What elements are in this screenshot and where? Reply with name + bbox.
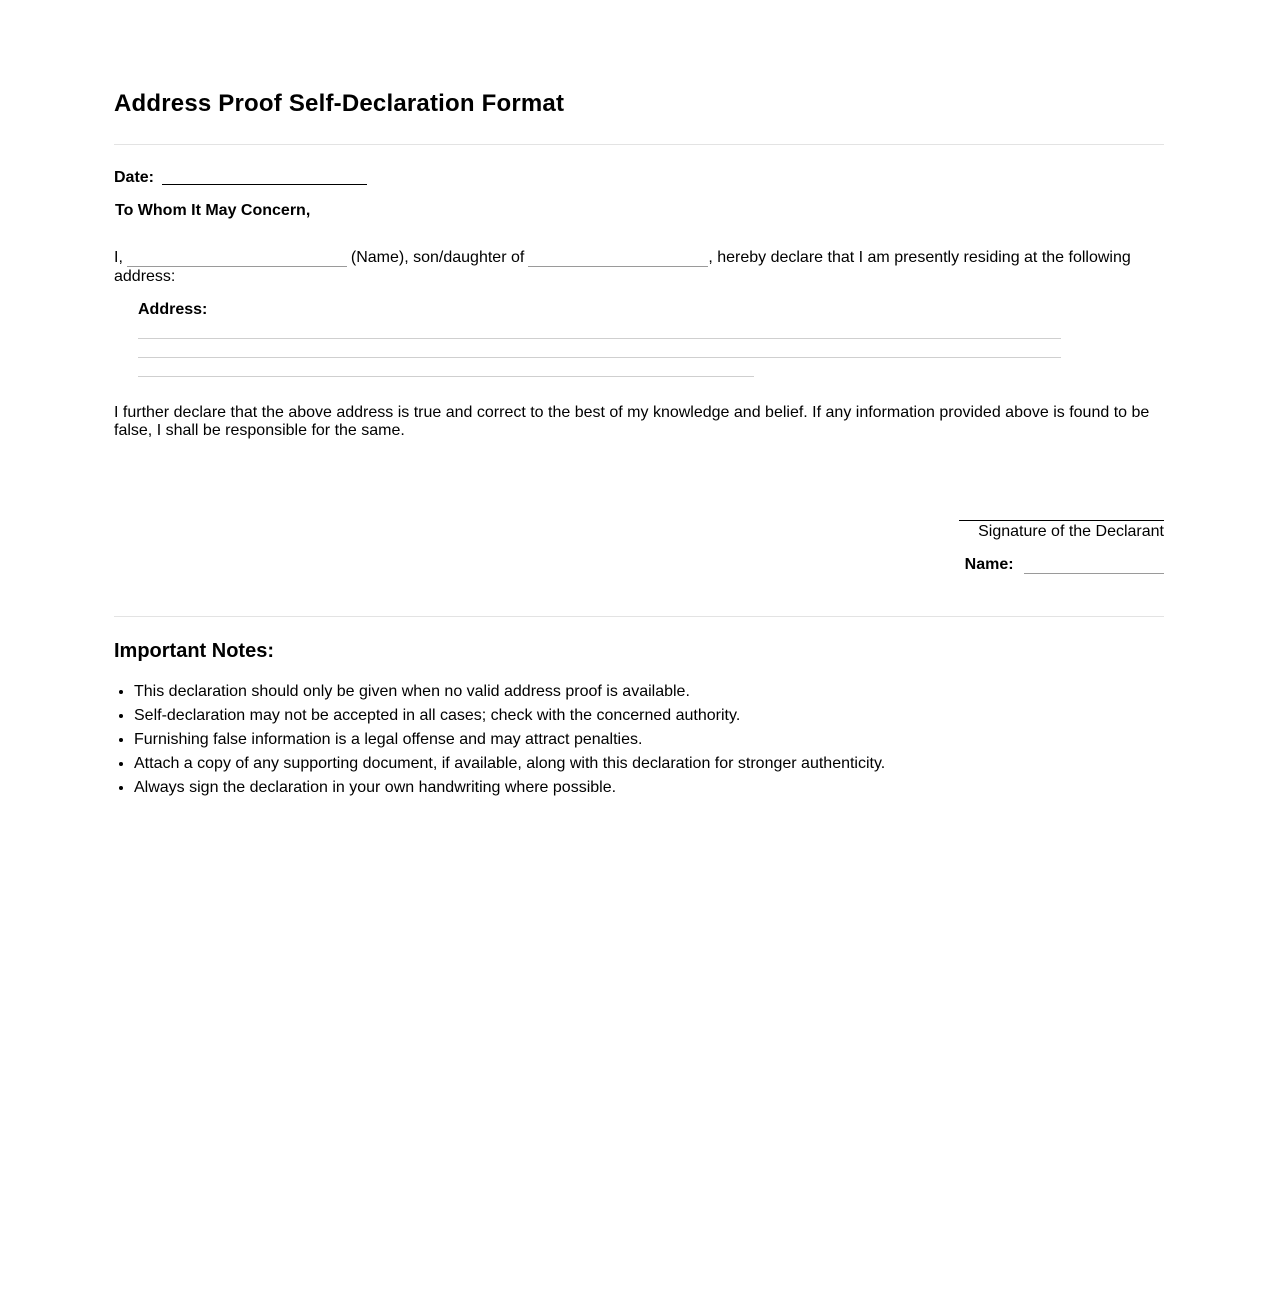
- address-line-2-field[interactable]: [138, 357, 1061, 358]
- declarant-name-blank-field[interactable]: [127, 252, 347, 267]
- document-title: Address Proof Self-Declaration Format: [114, 90, 565, 117]
- further-declaration-paragraph: I further declare that the above address is true and correct to the best of my knowledge and belief. If any information provided above is found to be false, I shall be responsible for the same.: [114, 404, 1150, 439]
- date-row: [114, 168, 367, 187]
- declaration-prefix: I,: [114, 249, 123, 266]
- address-line-1-field[interactable]: [138, 338, 1061, 339]
- signature-line[interactable]: [959, 520, 1164, 521]
- notes-divider: [114, 616, 1164, 617]
- date-label: Date:: [114, 169, 155, 186]
- parent-name-blank-field[interactable]: [528, 252, 708, 267]
- list-item: • Furnishing false information is a legal offense and may attract penalties.: [134, 728, 885, 752]
- signature-caption: Signature of the Declarant: [978, 523, 1164, 540]
- name-label: Name:: [964, 556, 1014, 573]
- declaration-paragraph: [114, 248, 1164, 286]
- declaration-suffix: , hereby declare that I am presently residing at the following address:: [114, 249, 1131, 285]
- address-line-3-field[interactable]: [138, 376, 754, 377]
- notes-heading: Important Notes:: [114, 640, 274, 662]
- declaration-name-hint: (Name), son/daughter of: [350, 249, 525, 266]
- list-item: • Always sign the declaration in your own handwriting where possible.: [134, 776, 885, 800]
- signatory-name-row: [965, 556, 1164, 574]
- title-divider: [114, 144, 1164, 145]
- notes-list: [114, 680, 885, 800]
- list-item: • Attach a copy of any supporting document, if available, along with this declaration for stronger authenticity.: [134, 752, 885, 776]
- address-label: Address:: [138, 301, 208, 318]
- salutation: To Whom It May Concern,: [115, 202, 311, 219]
- list-item: • This declaration should only be given when no valid address proof is available.: [134, 680, 885, 704]
- signature-block: [959, 520, 1164, 541]
- list-item: • Self-declaration may not be accepted in all cases; check with the concerned authority.: [134, 704, 885, 728]
- signatory-name-blank-field[interactable]: [1024, 559, 1164, 574]
- date-blank-field[interactable]: [162, 168, 367, 185]
